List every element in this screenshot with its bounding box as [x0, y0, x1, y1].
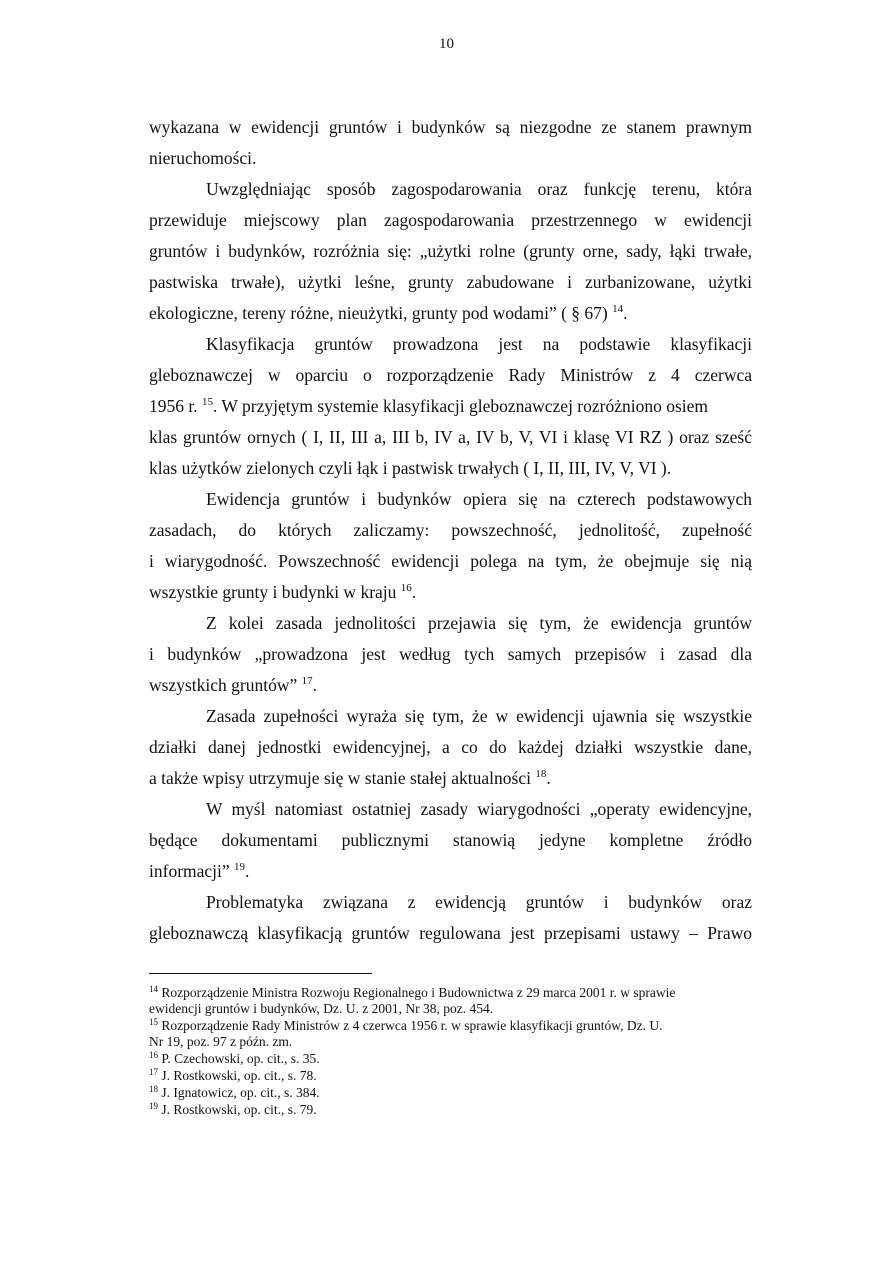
footnote-ref[interactable]: 17	[301, 675, 313, 687]
line-text: .	[623, 303, 628, 323]
body-line: gleboznawczą klasyfikacją gruntów regulowana jest przepisami ustawy – Prawo	[149, 923, 752, 943]
body-line: i budynków „prowadzona jest według tych samych przepisów i zasad dla	[149, 644, 752, 664]
footnote-ref[interactable]: 18	[535, 768, 547, 780]
line-text: .	[245, 861, 250, 881]
footnote-ref[interactable]: 15	[202, 396, 213, 408]
footnote	[149, 1001, 749, 1016]
body-line: wykazana w ewidencji gruntów i budynków są niezgodne ze stanem prawnym	[149, 117, 752, 137]
line-text: wszystkich gruntów”	[149, 675, 302, 695]
body-line: klas użytków zielonych czyli łąk i pastwisk trwałych ( I, II, III, IV, V, VI ).	[149, 458, 672, 478]
body-line: przewiduje miejscowy plan zagospodarowania przestrzennego w ewidencji	[149, 210, 752, 230]
footnote-number: 19	[149, 1101, 158, 1111]
body-line: gruntów i budynków, rozróżnia się: „użytki rolne (grunty orne, sady, łąki trwałe,	[149, 241, 752, 261]
footnote-text: P. Czechowski, op. cit., s. 35.	[161, 1051, 320, 1066]
body-line: Klasyfikacja gruntów prowadzona jest na podstawie klasyfikacji	[206, 334, 752, 354]
body-line: gleboznawczej w oparciu o rozporządzenie Rady Ministrów z 4 czerwca	[149, 365, 752, 385]
page-number: 10	[439, 36, 454, 52]
body-line	[149, 768, 752, 788]
footnote-ref[interactable]: 14	[612, 303, 624, 315]
body-line: zasadach, do których zaliczamy: powszechność, jednolitość, zupełność	[149, 520, 752, 540]
footnote-ref[interactable]: 19	[234, 861, 246, 873]
footnote-text: Rozporządzenie Rady Ministrów z 4 czerwca 1956 r. w sprawie klasyfikacji gruntów, Dz. U.	[161, 1018, 663, 1033]
footnote-number: 17	[149, 1067, 158, 1077]
footnote-text: J. Rostkowski, op. cit., s. 79.	[161, 1102, 317, 1117]
footnote-number: 16	[149, 1050, 158, 1060]
body-line	[149, 303, 752, 323]
line-text: .	[411, 582, 417, 602]
body-line: Uwzględniając sposób zagospodarowania oraz funkcję terenu, która	[206, 179, 752, 199]
footnote	[149, 1085, 749, 1100]
footnote-text: J. Rostkowski, op. cit., s. 78.	[161, 1068, 317, 1083]
line-text: 1956 r.	[149, 396, 202, 416]
body-line: Z kolei zasada jednolitości przejawia się tym, że ewidencja gruntów	[206, 613, 752, 633]
footnote-number: 15	[149, 1017, 158, 1027]
footnote	[149, 1068, 749, 1083]
footnote-text: J. Ignatowicz, op. cit., s. 384.	[161, 1085, 320, 1100]
body-line	[149, 861, 752, 881]
line-text: .	[546, 768, 551, 788]
body-line: W myśl natomiast ostatniej zasady wiarygodności „operaty ewidencyjne,	[206, 799, 752, 819]
body-line	[149, 675, 752, 695]
footnote	[149, 1051, 749, 1066]
footnote	[149, 1034, 749, 1049]
body-line: będące dokumentami publicznymi stanowią jedyne kompletne źródło	[149, 830, 752, 850]
body-line: i wiarygodność. Powszechność ewidencji polega na tym, że obejmuje się nią	[149, 551, 752, 571]
body-line: klas gruntów ornych ( I, II, III a, III b, IV a, IV b, V, VI i klasę VI RZ ) oraz sześć	[149, 427, 752, 447]
body-line: Problematyka związana z ewidencją gruntów i budynków oraz	[206, 892, 752, 912]
line-text: .	[312, 675, 317, 695]
footnote	[149, 1018, 749, 1033]
body-line: działki danej jednostki ewidencyjnej, a co do każdej działki wszystkie dane,	[149, 737, 752, 757]
footnote-divider	[149, 973, 372, 974]
body-line: pastwiska trwałe), użytki leśne, grunty zabudowane i zurbanizowane, użytki	[149, 272, 752, 292]
body-line: nieruchomości.	[149, 148, 257, 168]
body-line	[149, 396, 752, 416]
body-line: Zasada zupełności wyraża się tym, że w ewidencji ujawnia się wszystkie	[206, 706, 752, 726]
footnote	[149, 1102, 749, 1117]
line-text: a także wpisy utrzymuje się w stanie stałej aktualności	[149, 768, 536, 788]
footnote	[149, 985, 749, 1000]
footnote-ref[interactable]: 16	[400, 582, 412, 594]
footnote-number: 18	[149, 1084, 158, 1094]
line-text: informacji”	[149, 861, 235, 881]
line-text: ekologiczne, tereny różne, nieużytki, grunty pod wodami” ( § 67)	[149, 303, 613, 323]
footnote-text: ewidencji gruntów i budynków, Dz. U. z 2001, Nr 38, poz. 454.	[149, 1001, 494, 1016]
body-line: Ewidencja gruntów i budynków opiera się na czterech podstawowych	[206, 489, 752, 509]
footnote-text: Rozporządzenie Ministra Rozwoju Regionalnego i Budownictwa z 29 marca 2001 r. w sprawie	[161, 985, 676, 1000]
body-line	[149, 582, 752, 602]
footnote-text: Nr 19, poz. 97 z późn. zm.	[149, 1034, 293, 1049]
line-text: . W przyjętym systemie klasyfikacji gleboznawczej rozróżniono osiem	[213, 396, 709, 416]
footnote-number: 14	[149, 984, 158, 994]
line-text: wszystkie grunty i budynki w kraju	[149, 582, 401, 602]
